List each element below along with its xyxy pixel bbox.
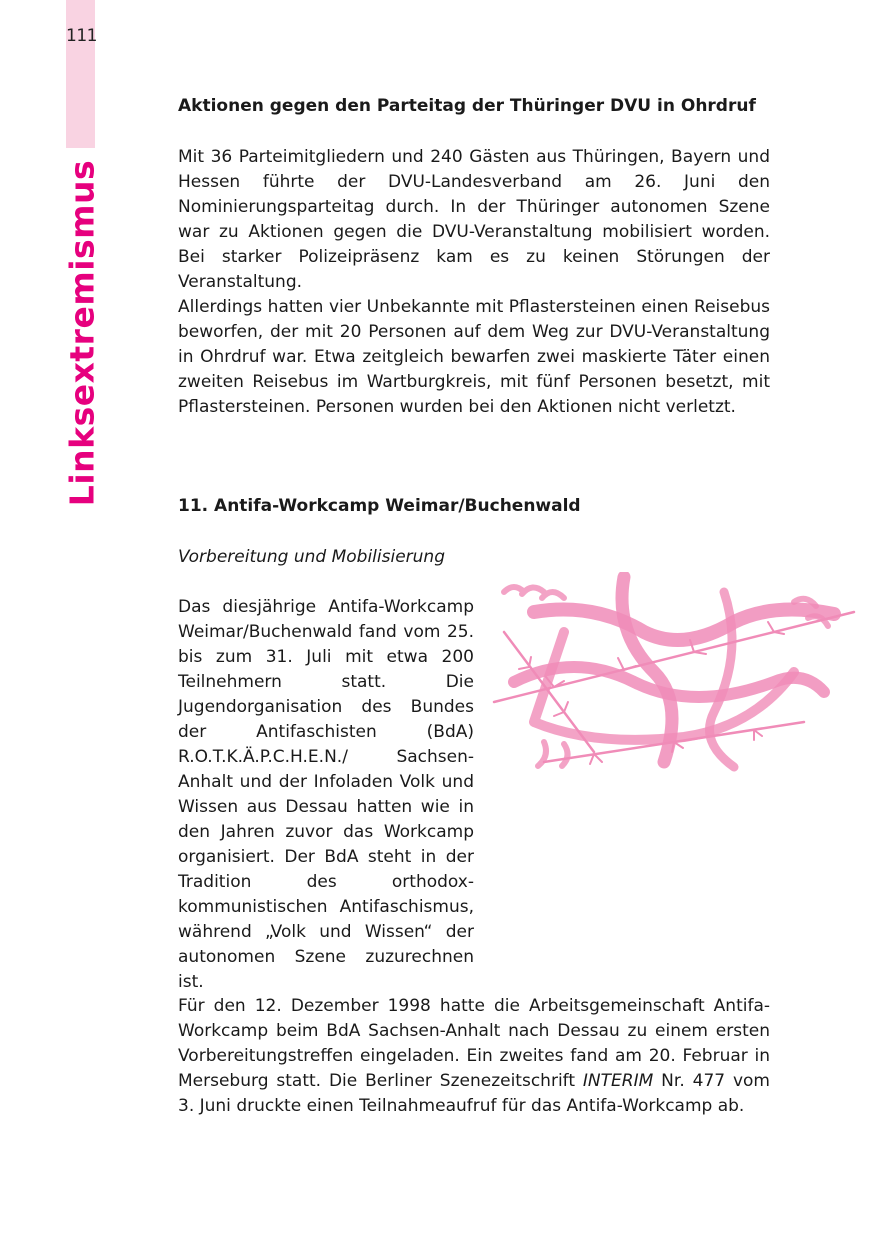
heading-workcamp: 11. Antifa-Workcamp Weimar/Buchenwald (178, 496, 581, 516)
paragraph-parteitag: Mit 36 Parteimitgliedern und 240 Gästen aus Thüringen, Bayern und Hessen führte der DVU-Landesverband am 26. Juni den Nominierungsparteitag durch. In der Thüringer autonomen Szene war zu Aktionen gegen die DVU-Veranstaltung mobilisiert worden. Bei starker Polizeipräsenz kam es zu keinen Störungen der Veranstaltung. (178, 147, 770, 292)
paragraph-text-before: Für den 12. Dezember 1998 hatte die Arbeitsgemeinschaft Antifa-Workcamp beim BdA Sachsen-Anhalt nach Dessau zu einem ersten Vorbereitungstreffen eingeladen. Ein zweites fand am 20. Februar in Merseburg statt. Die Berliner Szenezeitschrift (178, 996, 770, 1091)
page-number: 111 (66, 26, 97, 46)
heading-ohrdruf: Aktionen gegen den Parteitag der Thüringer DVU in Ohrdruf (178, 96, 756, 116)
section-title-vertical: Linksextremismus (62, 159, 102, 507)
interim-title: INTERIM (582, 1071, 654, 1091)
subheading-vorbereitung: Vorbereitung und Mobilisierung (178, 547, 445, 567)
paragraph-workcamp: Das diesjährige Antifa-Workcamp Weimar/Buchenwald fand vom 25. bis zum 31. Juli mit etwa 200 Teilnehmern statt. Die Jugendorganisation des Bundes der Antifaschisten (BdA) R.O.T.K.Ä.P.C.H.E.N./ Sachsen-Anhalt und der Infoladen Volk und Wissen aus Dessau hatten wie in den Jahren zuvor das Workcamp organisiert. Der BdA steht in der Tradition des orthodox-kommunistischen Antifaschismus, während „Volk und Wissen“ der autonomen Szene zuzurechnen ist. (178, 597, 474, 992)
barbed-wire-fists-illustration (474, 572, 858, 772)
page-tab (66, 0, 95, 148)
paragraph-text-after: Nr. 477 vom 3. Juni druckte einen Teilnahmeaufruf für das Antifa-Workcamp ab. (178, 1071, 770, 1116)
paragraph-reisebus: Allerdings hatten vier Unbekannte mit Pflastersteinen einen Reisebus beworfen, der mit 20 Personen auf dem Weg zur DVU-Veranstaltung in Ohrdruf war. Etwa zeitgleich bewarfen zwei maskierte Täter einen zweiten Reisebus im Wartburgkreis, mit fünf Personen besetzt, mit Pflastersteinen. Personen wurden bei den Aktionen nicht verletzt. (178, 297, 770, 417)
paragraph-vorbereitungstreffen (178, 994, 770, 1119)
